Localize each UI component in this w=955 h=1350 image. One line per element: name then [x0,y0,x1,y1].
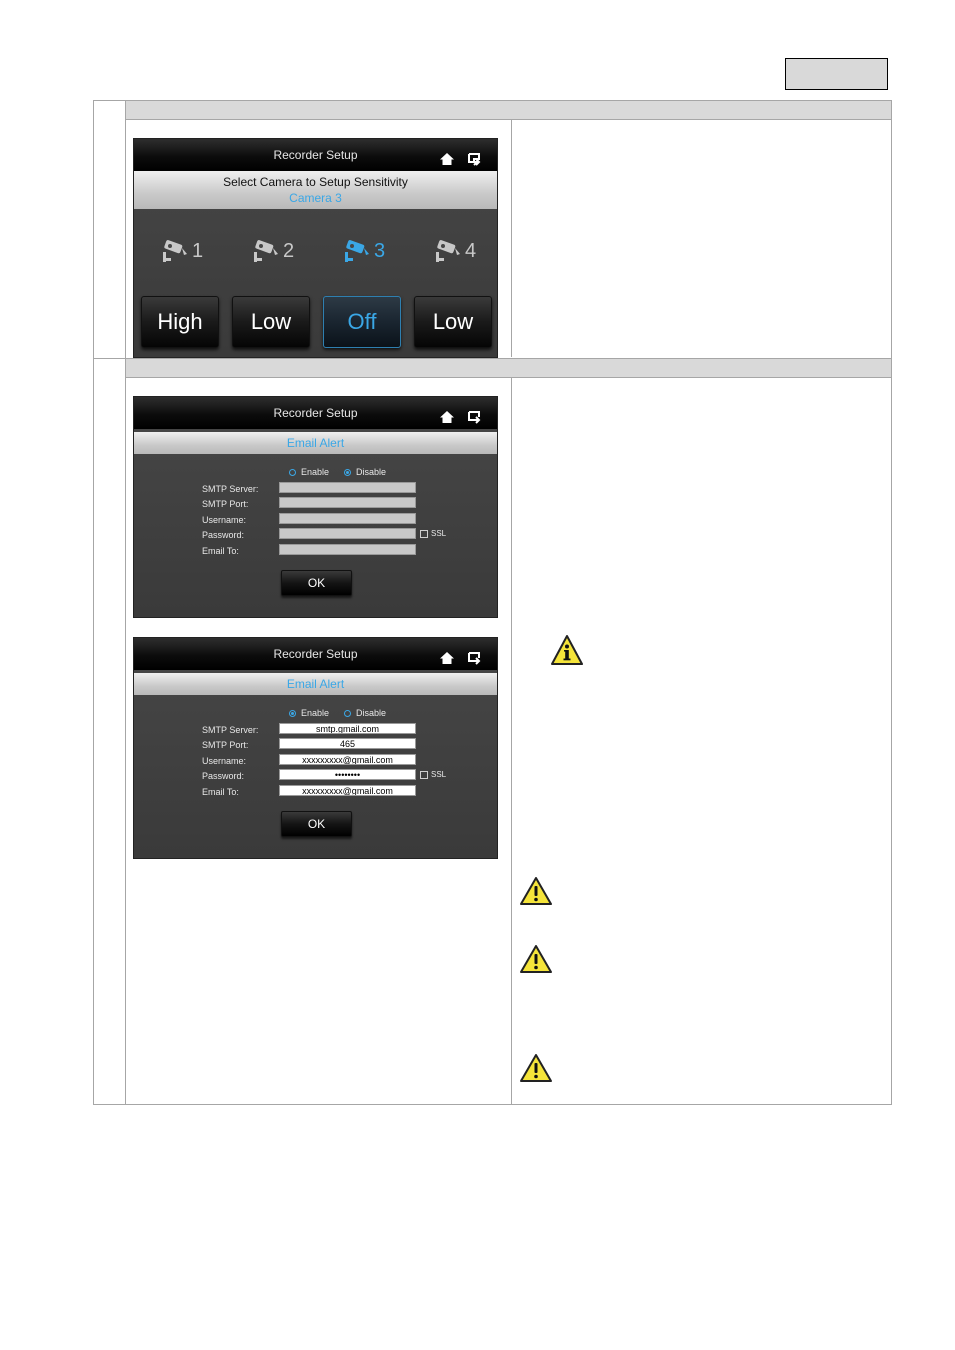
subheader-text: Email Alert [134,432,497,454]
password-input[interactable] [279,528,416,539]
camera-number: 3 [374,239,386,262]
checkbox-icon [420,771,428,779]
camera-number: 1 [192,239,204,262]
radio-icon [344,710,351,717]
camera-4[interactable] [433,235,476,267]
column-divider-left [125,100,126,1105]
subheader-text: Email Alert [134,673,497,695]
subheader [134,171,497,209]
disable-radio[interactable]: Disable [344,708,386,718]
warning-icon [519,1053,553,1083]
radio-selected-icon [289,710,296,717]
enable-radio[interactable]: Enable [289,467,329,477]
row-header-1 [126,101,891,119]
screen-title: Recorder Setup [273,647,358,661]
radio-selected-icon [344,469,351,476]
username-label: Username: [202,756,247,766]
sensitivity-button-3[interactable]: Off [323,296,401,348]
email-alert-screen-disabled [133,396,498,618]
row-divider-1 [126,119,891,120]
password-input[interactable]: •••••••• [279,769,416,780]
selected-camera-label: Camera 3 [289,191,342,205]
email-to-input[interactable] [279,544,416,555]
subheader-text: Select Camera to Setup Sensitivity [223,175,408,189]
camera-icon [251,238,281,264]
camera-2[interactable] [251,235,294,267]
smtp-server-input[interactable]: smtp.gmail.com [279,723,416,734]
camera-number: 2 [283,239,295,262]
email-alert-screen-enabled [133,637,498,859]
sensitivity-button-2[interactable]: Low [232,296,310,348]
camera-1[interactable] [160,235,203,267]
smtp-server-label: SMTP Server: [202,725,259,735]
password-label: Password: [202,771,245,781]
warning-icon [519,944,553,974]
warning-icon [519,876,553,906]
ok-button[interactable]: OK [281,811,352,837]
info-icon [550,634,584,666]
smtp-port-input[interactable]: 465 [279,738,416,749]
smtp-server-input[interactable] [279,482,416,493]
column-divider-mid-1 [511,119,512,357]
ok-button[interactable]: OK [281,570,352,596]
camera-row [134,235,497,267]
camera-3[interactable] [342,235,385,267]
row-header-2 [126,359,891,377]
sensitivity-button-1[interactable]: High [141,296,219,348]
email-to-label: Email To: [202,546,239,556]
camera-icon [160,238,190,264]
email-to-input[interactable]: xxxxxxxxx@gmail.com [279,785,416,796]
camera-icon [433,238,463,264]
title-bar [134,139,497,171]
ssl-checkbox[interactable]: SSL [420,770,446,779]
screen-title: Recorder Setup [273,406,358,420]
ssl-checkbox[interactable]: SSL [420,529,446,538]
page-tab [785,58,888,90]
checkbox-icon [420,530,428,538]
smtp-port-label: SMTP Port: [202,740,249,750]
row-divider-3 [126,377,891,378]
camera-number: 4 [465,239,477,262]
screen-title: Recorder Setup [273,148,358,162]
title-bar [134,397,497,429]
disable-radio[interactable]: Disable [344,467,386,477]
camera-icon [342,238,372,264]
radio-icon [289,469,296,476]
username-input[interactable] [279,513,416,524]
sensitivity-screen [133,138,498,358]
username-label: Username: [202,515,247,525]
title-bar [134,638,497,670]
email-to-label: Email To: [202,787,239,797]
sensitivity-button-4[interactable]: Low [414,296,492,348]
password-label: Password: [202,530,245,540]
smtp-port-label: SMTP Port: [202,499,249,509]
enable-radio[interactable]: Enable [289,708,329,718]
username-input[interactable]: xxxxxxxxx@gmail.com [279,754,416,765]
smtp-server-label: SMTP Server: [202,484,259,494]
smtp-port-input[interactable] [279,497,416,508]
column-divider-mid-2 [511,377,512,1105]
